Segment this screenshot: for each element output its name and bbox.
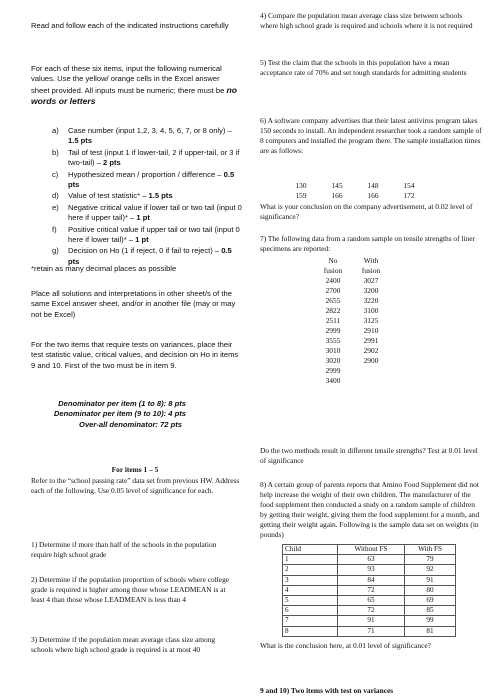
with-fusion-value: 2991 — [363, 336, 379, 345]
input-item-label: e) — [52, 202, 59, 212]
question-2: 2) Determine if the population proportion of schools where college grade is required is higher among those whose LEADMEAN is at least 4 than those whose LEADMEAN is less than 4 — [31, 575, 230, 604]
no-fusion-value: 2400 — [325, 276, 341, 285]
items-1-5-heading: For items 1 – 5 — [111, 465, 159, 474]
input-item — [52, 191, 242, 201]
question-3: 3) Determine if the population mean average class size among schools where high school grade is required is at most 40 — [31, 635, 216, 654]
question-8: 8) A certain group of parents reports that Amino Food Supplement did not help increase the weight of their own children. The manufacturer of the food supplement then conducted a study on a random sample of children by getting their weight, giving them the food supplement for a month, and getting their weight again. Following is the sample data set on weights (in pounds) — [260, 480, 480, 539]
install-time-value: 159 — [295, 191, 307, 200]
header-with-fusion-line2: fusion — [361, 266, 381, 275]
input-item-text: Case number (input 1,2, 3, 4, 5, 6, 7, or 8 only) – — [68, 126, 232, 135]
table-cell: 81 — [405, 626, 456, 636]
install-time-value: 154 — [403, 181, 415, 190]
input-item-points: 0.5 pts — [68, 169, 235, 190]
table-cell: 72 — [338, 585, 405, 595]
table-cell: 6 — [283, 606, 338, 616]
question-1: 1) Determine if more than half of the schools in the population require high school grade — [31, 540, 217, 559]
question-6-conclusion: What is your conclusion on the company advertisement, at 0.02 level of significance? — [260, 202, 473, 221]
table-row — [283, 626, 456, 636]
install-time-value: 148 — [367, 181, 379, 190]
with-fusion-value: 3220 — [363, 296, 379, 305]
intro-numeric-text: For each of these six items, input the following numerical values. Use the yellow/ orange cells in the Excel answer sheet provided. All inputs must be numeric; there must be — [31, 64, 225, 95]
table-cell: 91 — [405, 575, 456, 585]
table-row — [283, 565, 456, 575]
question-9-10 — [260, 686, 490, 696]
input-item-text: Hypothesized mean / proportion / difference – — [68, 169, 224, 179]
question-5: 5) Test the claim that the schools in this population have a mean acceptance rate of 70% and set tough standards for admitting students — [260, 58, 467, 77]
denominator-9-10: Denominator per item (9 to 10): 4 pts — [53, 409, 186, 419]
header-without-fs: Without FS — [338, 545, 405, 555]
intro-instructions: Read and follow each of the indicated instructions carefully — [31, 21, 229, 30]
no-fusion-value: 2999 — [325, 366, 341, 375]
install-time-value: 130 — [295, 181, 307, 190]
input-item — [52, 126, 242, 147]
question-8-conclusion: What is the conclusion here, at 0.01 level of significance? — [260, 641, 431, 650]
table-cell: 99 — [405, 616, 456, 626]
table-cell: 93 — [338, 565, 405, 575]
table-cell: 85 — [405, 606, 456, 616]
no-fusion-value: 2700 — [325, 286, 341, 295]
input-item-label: c) — [52, 169, 59, 179]
input-item — [52, 203, 242, 224]
question-6: 6) A software company advertises that their latest antivirus program takes 150 seconds to install. An independent researcher took a random sample of 8 computers and installed the program there. The sample installation times are as follows: — [260, 116, 482, 155]
items-1-5-instructions: Refer to the “school passing rate” data set from previous HW. Address each of the following. Use 0.05 level of significance for each. — [31, 476, 240, 495]
with-fusion-value: 3100 — [363, 306, 379, 315]
table-cell: 71 — [338, 626, 405, 636]
table-cell: 92 — [405, 565, 456, 575]
install-time-value: 145 — [331, 181, 343, 190]
no-fusion-value: 2655 — [325, 296, 341, 305]
question-7: 7) The following data from a random sample on tensile strengths of liner specimens are reported: — [260, 234, 475, 253]
denominator-1-8: Denominator per item (1 to 8): 8 pts — [58, 399, 186, 408]
tensile-headers — [314, 256, 394, 276]
input-items-list — [52, 126, 242, 268]
decimal-note: *retain as many decimal places as possible — [31, 264, 177, 273]
with-fusion-value: 3125 — [363, 316, 379, 325]
install-times-grid — [289, 181, 421, 201]
with-fusion-value: 3027 — [363, 276, 379, 285]
question-9-10-text: 9 and 10) Two items with test on variances — [260, 686, 394, 695]
input-item-label: f) — [52, 224, 57, 234]
with-fusion-values — [364, 276, 379, 366]
question-7-conclusion: Do the two methods result in different tensile strengths? Test at 0.01 level of significance — [260, 446, 478, 465]
with-fusion-value: 3200 — [363, 286, 379, 295]
table-cell: 63 — [338, 555, 405, 565]
input-item-text: Tail of test (input 1 if lower-tail, 2 if upper-tail, or 3 if two-tail) – — [68, 147, 240, 168]
table-row — [283, 585, 456, 595]
header-with-fs: With FS — [405, 545, 456, 555]
header-with-fusion — [362, 256, 380, 276]
input-item-points: 1 pt — [136, 213, 150, 223]
table-cell: 5 — [283, 595, 338, 605]
input-item — [52, 170, 242, 191]
table-row — [283, 595, 456, 605]
table-cell: 1 — [283, 555, 338, 565]
table-cell: 80 — [405, 585, 456, 595]
with-fusion-value: 2910 — [363, 326, 379, 335]
table-cell: 2 — [283, 565, 338, 575]
no-fusion-value: 2511 — [325, 316, 341, 325]
no-fusion-value: 3020 — [325, 356, 341, 365]
table-row — [283, 616, 456, 626]
table-row — [283, 555, 456, 565]
table-cell: 7 — [283, 616, 338, 626]
with-fusion-value: 2902 — [363, 346, 379, 355]
header-child: Child — [283, 545, 338, 555]
table-cell: 91 — [338, 616, 405, 626]
tensile-values — [314, 276, 394, 386]
intro-numeric-values — [31, 64, 239, 108]
question-4: 4) Compare the population mean average class size between schools where high school grade is required and schools where it is not required — [260, 11, 473, 30]
header-no-fusion — [324, 256, 342, 276]
input-item-points: 1.5 pts — [148, 191, 173, 201]
no-fusion-value: 3400 — [325, 376, 341, 385]
input-item-text: Positive critical value if upper tail or two tail (input 0 here if lower tail)* – — [68, 224, 240, 245]
input-item-text: Decision on Ho (1 if reject, 0 if fail to reject) – — [68, 246, 222, 256]
install-time-value: 172 — [403, 191, 415, 200]
table-row — [283, 575, 456, 585]
denominator-overall: Over-all denominator: 72 pts — [79, 419, 182, 429]
input-item-label: a) — [52, 126, 59, 135]
no-fusion-value: 2999 — [325, 326, 341, 335]
no-fusion-values — [326, 276, 341, 386]
tensile-data — [314, 256, 394, 386]
input-item — [52, 225, 242, 246]
table-cell: 69 — [405, 595, 456, 605]
input-item-points: 1.5 pts — [68, 136, 93, 146]
table-cell: 79 — [405, 555, 456, 565]
input-item-points: 1 pt — [135, 235, 149, 245]
table-cell: 8 — [283, 626, 338, 636]
denominators — [44, 399, 234, 430]
header-no-fusion-line2: fusion — [323, 266, 343, 275]
input-item-text: Negative critical value if lower tail or two tail (input 0 here if upper tail)* – — [68, 202, 242, 223]
input-item — [52, 148, 242, 169]
input-item-points: 0.5 pts — [68, 246, 232, 266]
table-cell: 65 — [338, 595, 405, 605]
no-fusion-value: 3555 — [325, 336, 341, 345]
no-fusion-value: 3010 — [325, 346, 341, 355]
header-with-fusion-line1: With — [363, 256, 379, 265]
weights-table — [282, 544, 456, 637]
table-cell: 3 — [283, 575, 338, 585]
variance-items-instructions: For the two items that require tests on variances, place their test statistic value, critical values, and decision on Ho in items 9 and 10. First of the two must be in item 9. — [31, 340, 239, 370]
table-cell: 4 — [283, 585, 338, 595]
install-time-value: 166 — [331, 191, 343, 200]
intro-emphasis: no words or letters — [31, 84, 237, 107]
table-cell: 72 — [338, 606, 405, 616]
input-item-text: Value of test statistic* – — [68, 191, 149, 201]
input-item-label: b) — [52, 147, 59, 157]
input-item-label: g) — [52, 246, 59, 256]
table-cell: 84 — [338, 575, 405, 585]
input-item-points: 2 pts — [103, 158, 121, 168]
placement-instructions: Place all solutions and interpretations in other sheet/s of the same Excel answer sheet, and/or in another file (may or may not be Excel) — [31, 289, 236, 319]
table-row — [283, 606, 456, 616]
no-fusion-value: 2822 — [325, 306, 341, 315]
with-fusion-value: 2900 — [363, 356, 379, 365]
weights-header-row — [283, 545, 456, 555]
header-no-fusion-line1: No — [328, 256, 338, 265]
install-time-value: 166 — [367, 191, 379, 200]
input-item-label: d) — [52, 191, 59, 201]
